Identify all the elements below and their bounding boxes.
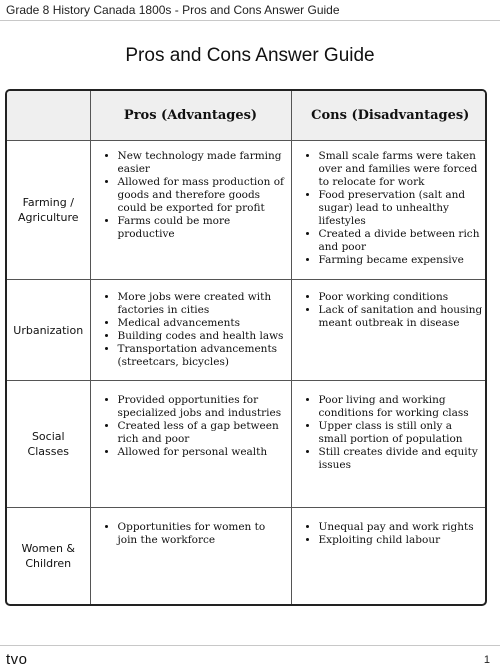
cons-item: • Poor living and working conditions for working class: [319, 394, 484, 420]
footer-divider: [0, 645, 500, 646]
pros-cell: [90, 508, 291, 605]
cons-item: • Food preservation (salt and sugar) lead to unhealthy lifestyles: [319, 189, 484, 228]
pros-item: • Allowed for personal wealth: [118, 446, 285, 459]
pros-item: • Transportation advancements (streetcars, bicycles): [118, 343, 285, 369]
page-number: 1: [483, 654, 490, 666]
cons-cell: [291, 141, 487, 280]
cons-item: • Lack of sanitation and housing meant outbreak in disease: [319, 304, 484, 330]
cons-column-header: Cons (Disadvantages): [291, 91, 487, 141]
pros-item: • More jobs were created with factories in cities: [118, 291, 285, 317]
running-header: Grade 8 History Canada 1800s - Pros and Cons Answer Guide: [6, 3, 340, 17]
cons-item: • Still creates divide and equity issues: [319, 446, 484, 472]
pros-item: • Created less of a gap between rich and poor: [118, 420, 285, 446]
pros-item: • Building codes and health laws: [118, 330, 285, 343]
pros-cell: [90, 381, 291, 508]
table-row: [7, 508, 487, 605]
cons-cell: [291, 280, 487, 381]
table-header-row: [7, 91, 487, 141]
cons-item: • Farming became expensive: [319, 254, 484, 267]
pros-item: • New technology made farming easier: [118, 150, 285, 176]
cons-item: • Exploiting child labour: [319, 534, 484, 547]
row-label-urbanization: Urbanization: [7, 280, 90, 381]
table-row: [7, 381, 487, 508]
row-label-farming: Farming / Agriculture: [7, 141, 90, 280]
pros-item: • Medical advancements: [118, 317, 285, 330]
pros-item: • Provided opportunities for specialized jobs and industries: [118, 394, 285, 420]
row-label-women-children: Women & Children: [7, 508, 90, 605]
header-divider: [0, 20, 500, 21]
row-label-social-classes: Social Classes: [7, 381, 90, 508]
page-title: Pros and Cons Answer Guide: [125, 45, 375, 66]
pros-cell: [90, 141, 291, 280]
pros-item: • Opportunities for women to join the workforce: [118, 521, 285, 547]
cons-item: • Created a divide between rich and poor: [319, 228, 484, 254]
pros-item: • Farms could be more productive: [118, 215, 285, 241]
pros-column-header: Pros (Advantages): [90, 91, 291, 141]
corner-cell: [7, 91, 90, 141]
table-row: [7, 141, 487, 280]
cons-item: • Unequal pay and work rights: [319, 521, 484, 534]
pros-cons-table: [5, 89, 487, 606]
cons-item: • Small scale farms were taken over and families were forced to relocate for work: [319, 150, 484, 189]
cons-item: • Poor working conditions: [319, 291, 484, 304]
pros-item: • Allowed for mass production of goods and therefore goods could be exported for profit: [118, 176, 285, 215]
cons-cell: [291, 381, 487, 508]
cons-cell: [291, 508, 487, 605]
table-row: [7, 280, 487, 381]
tvo-logo: tvo: [6, 651, 28, 668]
cons-item: • Upper class is still only a small portion of population: [319, 420, 484, 446]
pros-cell: [90, 280, 291, 381]
